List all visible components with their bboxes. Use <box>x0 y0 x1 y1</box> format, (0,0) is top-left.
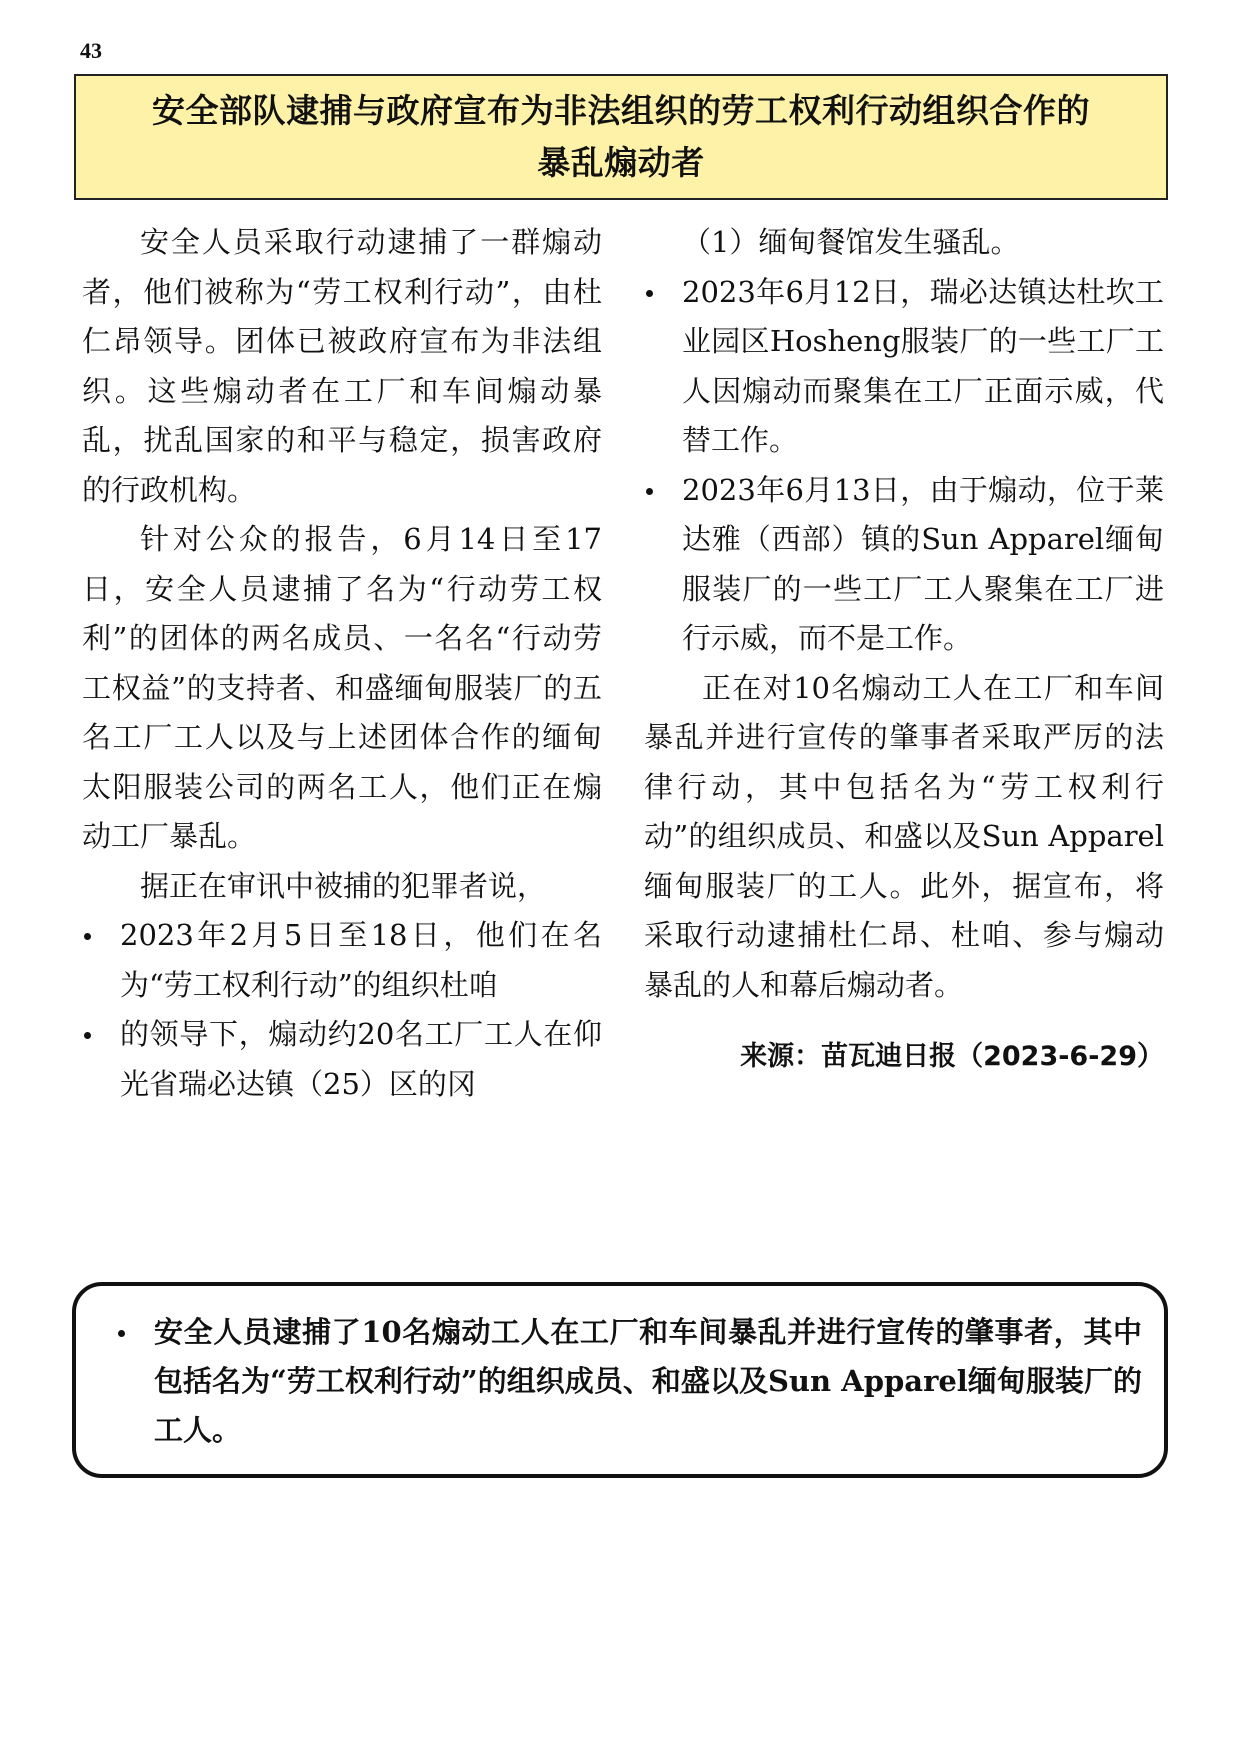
list-item-text: 2023年6月13日，由于煽动，位于莱达雅（西部）镇的Sun Apparel缅甸服装厂的一些工厂工人聚集在工厂进行示威，而不是工作。 <box>682 472 1164 655</box>
paragraph-interrogation: 据正在审讯中被捕的犯罪者说， <box>140 868 547 903</box>
bullet-dot-icon <box>84 933 91 940</box>
summary-item <box>126 1308 1142 1455</box>
paragraph-legal-action: 正在对10名煽动工人在工厂和车间暴乱并进行宣传的肇事者采取严厉的法律行动，其中包括名为“劳工权利行动”的组织成员、和盛以及Sun Apparel缅甸服装厂的工人。此外，据宣布，将采取行动逮捕杜仁昂、杜咱、参与煽动暴乱的人和幕后煽动者。 <box>644 670 1164 1002</box>
list-item <box>644 268 1164 466</box>
list-item-text: （1）缅甸餐馆发生骚乱。 <box>682 225 1020 259</box>
title-banner <box>74 74 1168 200</box>
left-column <box>82 218 602 1109</box>
bullet-dot-icon <box>118 1330 125 1337</box>
page-number: 43 <box>80 38 102 63</box>
list-item-text: 2023年6月12日，瑞必达镇达杜坎工业园区Hosheng服装厂的一些工厂工人因煽动而聚集在工厂正面示威，代替工作。 <box>682 274 1164 457</box>
source-citation: 来源：苗瓦迪日报（2023-6-29） <box>740 1041 1164 1072</box>
list-item <box>644 466 1164 664</box>
list-item <box>82 1010 602 1109</box>
bullet-dot-icon <box>646 488 653 495</box>
summary-box <box>72 1282 1168 1478</box>
bullet-list-left <box>82 911 602 1109</box>
bullet-list-right <box>644 218 1164 664</box>
list-item-text: 的领导下，煽动约20名工厂工人在仰光省瑞必达镇（25）区的冈 <box>120 1017 602 1101</box>
paragraph-intro: 安全人员采取行动逮捕了一群煽动者，他们被称为“劳工权利行动”，由杜仁昂领导。团体已被政府宣布为非法组织。这些煽动者在工厂和车间煽动暴乱，扰乱国家的和平与稳定，损害政府的行政机构。 <box>82 225 602 507</box>
list-item <box>82 911 602 1010</box>
bullet-dot-icon <box>646 290 653 297</box>
title-line-1: 安全部队逮捕与政府宣布为非法组织的劳工权利行动组织合作的 <box>152 91 1090 130</box>
list-item-continuation <box>644 218 1164 268</box>
list-item-text: 2023年2月5日至18日，他们在名为“劳工权利行动”的组织杜咱 <box>120 918 602 1002</box>
title-line-2: 暴乱煽动者 <box>537 143 705 182</box>
summary-text: 安全人员逮捕了10名煽动工人在工厂和车间暴乱并进行宣传的肇事者，其中包括名为“劳工权利行动”的组织成员、和盛以及Sun Apparel缅甸服装厂的工人。 <box>154 1315 1142 1447</box>
right-column <box>644 218 1164 1082</box>
bullet-dot-icon <box>84 1032 91 1039</box>
paragraph-arrests: 针对公众的报告，6月14日至17日，安全人员逮捕了名为“行动劳工权利”的团体的两名成员、一名名“行动劳工权益”的支持者、和盛缅甸服装厂的五名工厂工人以及与上述团体合作的缅甸太阳服装公司的两名工人，他们正在煽动工厂暴乱。 <box>82 522 602 853</box>
